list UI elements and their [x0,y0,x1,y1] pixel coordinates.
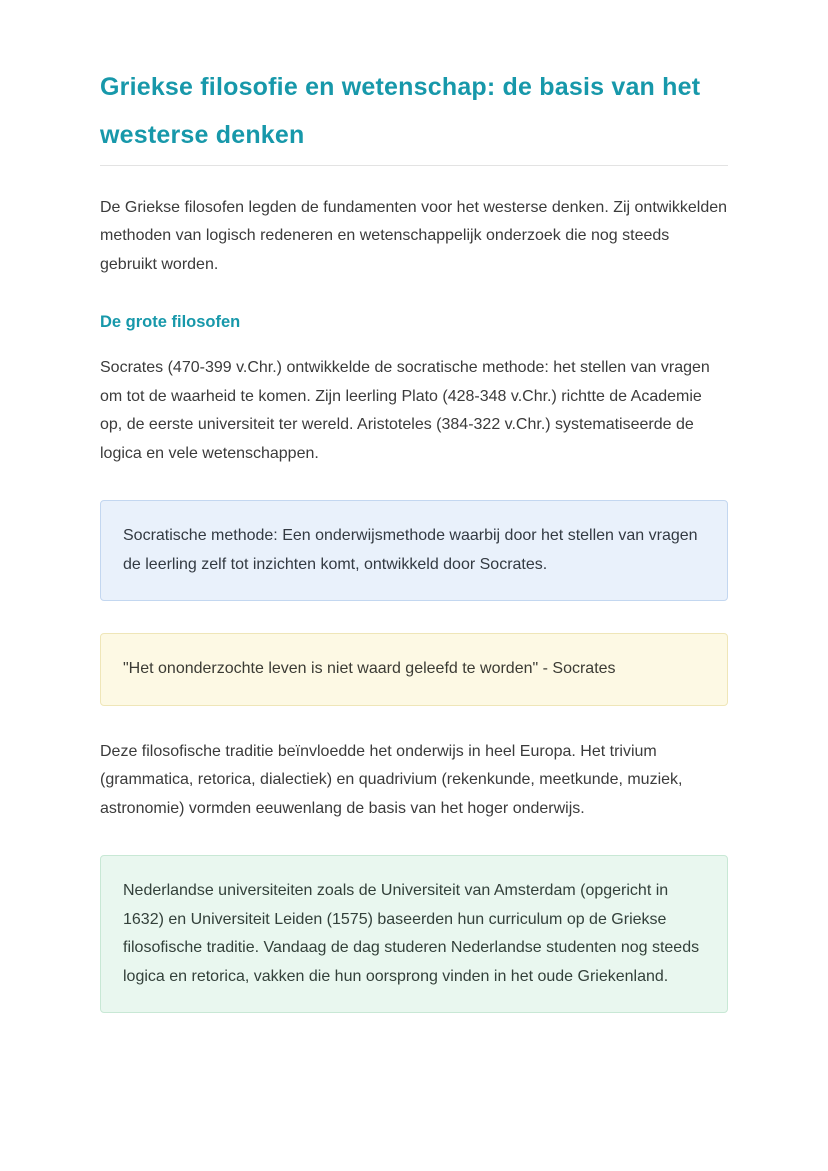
philosophers-paragraph: Socrates (470-399 v.Chr.) ontwikkelde de socratische methode: het stellen van vragen om tot de waarheid te komen. Zijn leerling Plato (428-348 v.Chr.) richtte de Academie op, de eerste universiteit ter wereld. Aristoteles (384-322 v.Chr.) systematiseerde de logica en vele wetenschappen. [100,359,710,462]
definition-text: Socratische methode: Een onderwijsmethode waarbij door het stellen van vragen de leerling zelf tot inzichten komt, ontwikkeld door Socrates. [123,527,698,573]
section-heading-filosofen: De grote filosofen [100,313,241,332]
quote-text: "Het ononderzochte leven is niet waard geleefd te worden" - Socrates [123,660,616,678]
fact-callout-box [100,855,728,1013]
quote-callout-box [100,633,728,705]
intro-paragraph: De Griekse filosofen legden de fundamenten voor het westerse denken. Zij ontwikkelden methoden van logisch redeneren en wetenschappelijk onderzoek die nog steeds gebruikt worden. [100,199,728,273]
document-content [100,0,728,1013]
title-divider [100,165,728,166]
definition-callout-box [100,500,728,601]
tradition-paragraph: Deze filosofische traditie beïnvloedde het onderwijs in heel Europa. Het trivium (grammatica, retorica, dialectiek) en quadrivium (rekenkunde, meetkunde, muziek, astronomie) vormden eeuwenlang de basis van het hoger onderwijs. [100,742,683,817]
fact-text: Nederlandse universiteiten zoals de Universiteit van Amsterdam (opgericht in 1632) en Universiteit Leiden (1575) baseerden hun curriculum op de Griekse filosofische traditie. Vandaag de dag studeren Nederlandse studenten nog steeds logica en retorica, vakken die hun oorsprong vinden in het oude Griekenland. [123,882,700,985]
page-title: Griekse filosofie en wetenschap: de basis van het westerse denken [100,73,701,149]
